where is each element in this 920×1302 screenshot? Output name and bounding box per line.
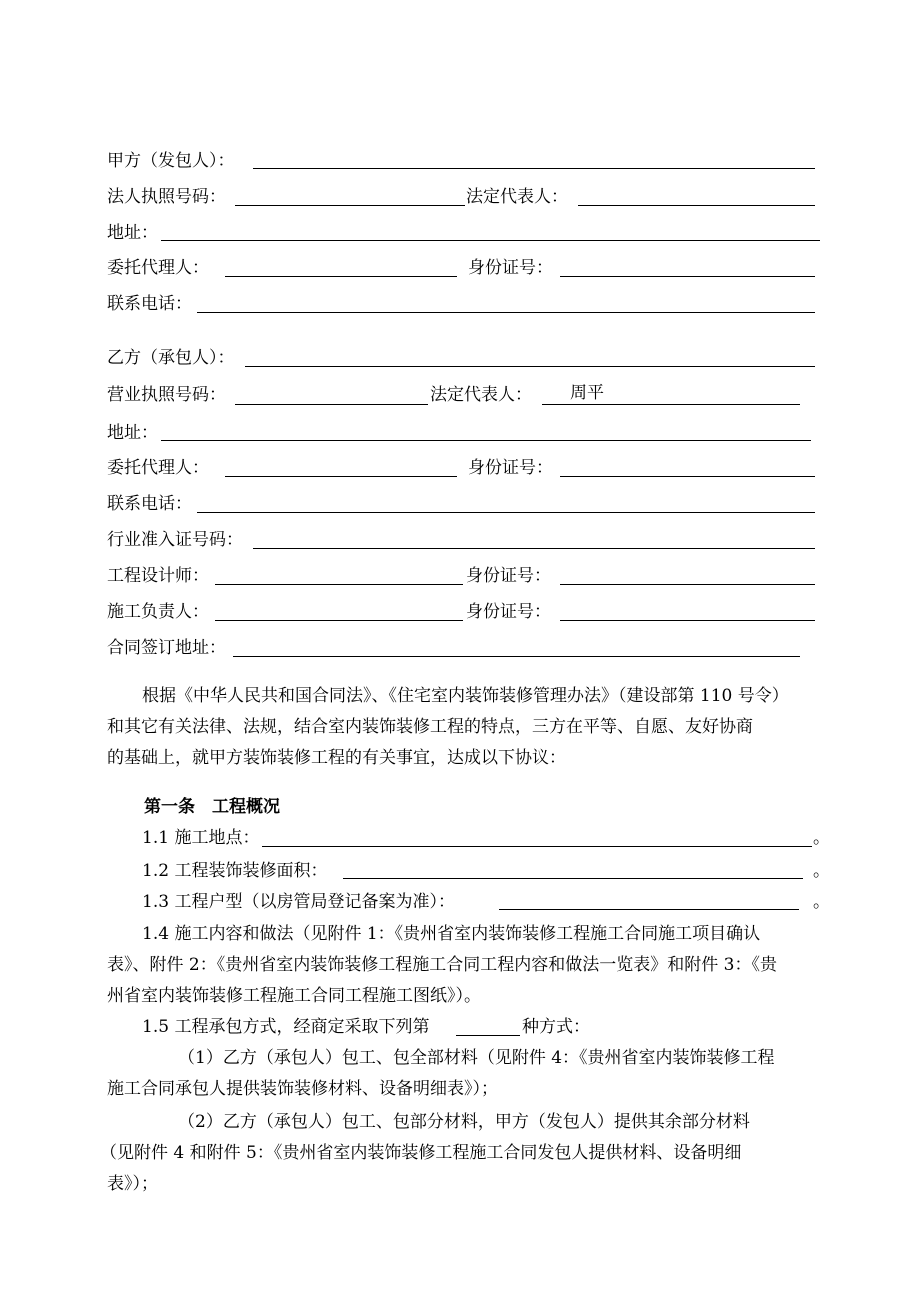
item-1-3-end: 。 xyxy=(813,892,830,912)
party-b-id-label: 身份证号： xyxy=(468,458,553,478)
item-1-5-label: 1.5 工程承包方式，经商定采取下列第 xyxy=(142,1017,430,1037)
manager-label: 施工负责人： xyxy=(107,602,209,622)
article-1-heading: 第一条 工程概况 xyxy=(144,797,280,817)
party-a-agent-label: 委托代理人： xyxy=(107,258,209,278)
designer-id-field[interactable] xyxy=(560,584,815,585)
option-2-line-2: （见附件 4 和附件 5：《贵州省室内装饰装修工程施工合同发包人提供材料、设备明细 xyxy=(100,1143,742,1163)
party-a-rep-field[interactable] xyxy=(578,205,815,206)
item-1-2-field[interactable] xyxy=(343,878,803,879)
industry-license-field[interactable] xyxy=(253,548,815,549)
party-a-id-field[interactable] xyxy=(560,276,815,277)
party-b-license-label: 营业执照号码： xyxy=(107,385,226,405)
manager-field[interactable] xyxy=(215,620,463,621)
party-b-id-field[interactable] xyxy=(560,476,815,477)
item-1-1-label: 1.1 施工地点： xyxy=(142,828,260,848)
party-a-phone-field[interactable] xyxy=(197,312,815,313)
manager-id-field[interactable] xyxy=(560,620,815,621)
manager-id-label: 身份证号： xyxy=(466,602,551,622)
party-b-address-label: 地址： xyxy=(107,423,158,443)
designer-id-label: 身份证号： xyxy=(466,566,551,586)
item-1-2-end: 。 xyxy=(813,861,830,881)
party-b-rep-value: 周平 xyxy=(570,383,604,403)
item-1-1-end: 。 xyxy=(813,828,830,848)
party-a-phone-label: 联系电话： xyxy=(107,294,192,314)
item-1-5-suffix: 种方式： xyxy=(522,1017,590,1037)
party-a-title: 甲方（发包人）： xyxy=(107,151,235,171)
party-b-rep-field[interactable] xyxy=(542,404,800,405)
item-1-4-line-1: 1.4 施工内容和做法（见附件 1：《贵州省室内装饰装修工程施工合同施工项目确认 xyxy=(142,924,761,944)
preamble-line-3: 的基础上，就甲方装饰装修工程的有关事宜，达成以下协议： xyxy=(107,748,566,768)
party-b-license-field[interactable] xyxy=(235,404,428,405)
party-a-id-label: 身份证号： xyxy=(468,258,553,278)
party-b-agent-label: 委托代理人： xyxy=(107,458,209,478)
designer-field[interactable] xyxy=(215,584,463,585)
item-1-4-line-2: 表》、附件 2：《贵州省室内装饰装修工程施工合同工程内容和做法一览表》和附件 3：《贵 xyxy=(107,955,777,975)
item-1-1-field[interactable] xyxy=(262,846,812,847)
party-b-phone-label: 联系电话： xyxy=(107,494,192,514)
party-b-name-field[interactable] xyxy=(245,366,815,367)
party-a-license-label: 法人执照号码： xyxy=(107,187,226,207)
party-b-agent-field[interactable] xyxy=(225,476,457,477)
option-2-line-1: （2）乙方（承包人）包工、包部分材料，甲方（发包人）提供其余部分材料 xyxy=(178,1112,750,1132)
party-b-rep-label: 法定代表人： xyxy=(430,385,532,405)
party-b-phone-field[interactable] xyxy=(197,512,815,513)
party-a-rep-label: 法定代表人： xyxy=(466,187,568,207)
preamble-line-1: 根据《中华人民共和国合同法》、《住宅室内装饰装修管理办法》（建设部第 110 号令） xyxy=(142,686,789,706)
option-1-line-2: 施工合同承包人提供装饰装修材料、设备明细表》）； xyxy=(107,1079,498,1099)
industry-license-label: 行业准入证号码： xyxy=(107,530,243,550)
item-1-3-label: 1.3 工程户型（以房管局登记备案为准）： xyxy=(142,892,455,912)
party-a-address-field[interactable] xyxy=(161,240,820,241)
item-1-2-label: 1.2 工程装饰装修面积： xyxy=(142,861,328,881)
party-a-name-field[interactable] xyxy=(253,168,815,169)
preamble-line-2: 和其它有关法律、法规，结合室内装饰装修工程的特点，三方在平等、自愿、友好协商 xyxy=(107,717,753,737)
party-a-agent-field[interactable] xyxy=(225,276,457,277)
option-1-line-1: （1）乙方（承包人）包工、包全部材料（见附件 4：《贵州省室内装饰装修工程 xyxy=(178,1048,775,1068)
party-a-license-field[interactable] xyxy=(235,205,465,206)
item-1-4-line-3: 州省室内装饰装修工程施工合同工程施工图纸》）。 xyxy=(107,986,481,1006)
item-1-3-field[interactable] xyxy=(499,909,799,910)
sign-place-field[interactable] xyxy=(233,656,800,657)
party-b-title: 乙方（承包人）： xyxy=(107,348,235,368)
item-1-5-field[interactable] xyxy=(456,1035,520,1036)
designer-label: 工程设计师： xyxy=(107,566,209,586)
sign-place-label: 合同签订地址： xyxy=(107,638,226,658)
party-b-address-field[interactable] xyxy=(161,440,811,441)
party-a-address-label: 地址： xyxy=(107,223,158,243)
option-2-line-3: 表》）； xyxy=(107,1174,158,1194)
